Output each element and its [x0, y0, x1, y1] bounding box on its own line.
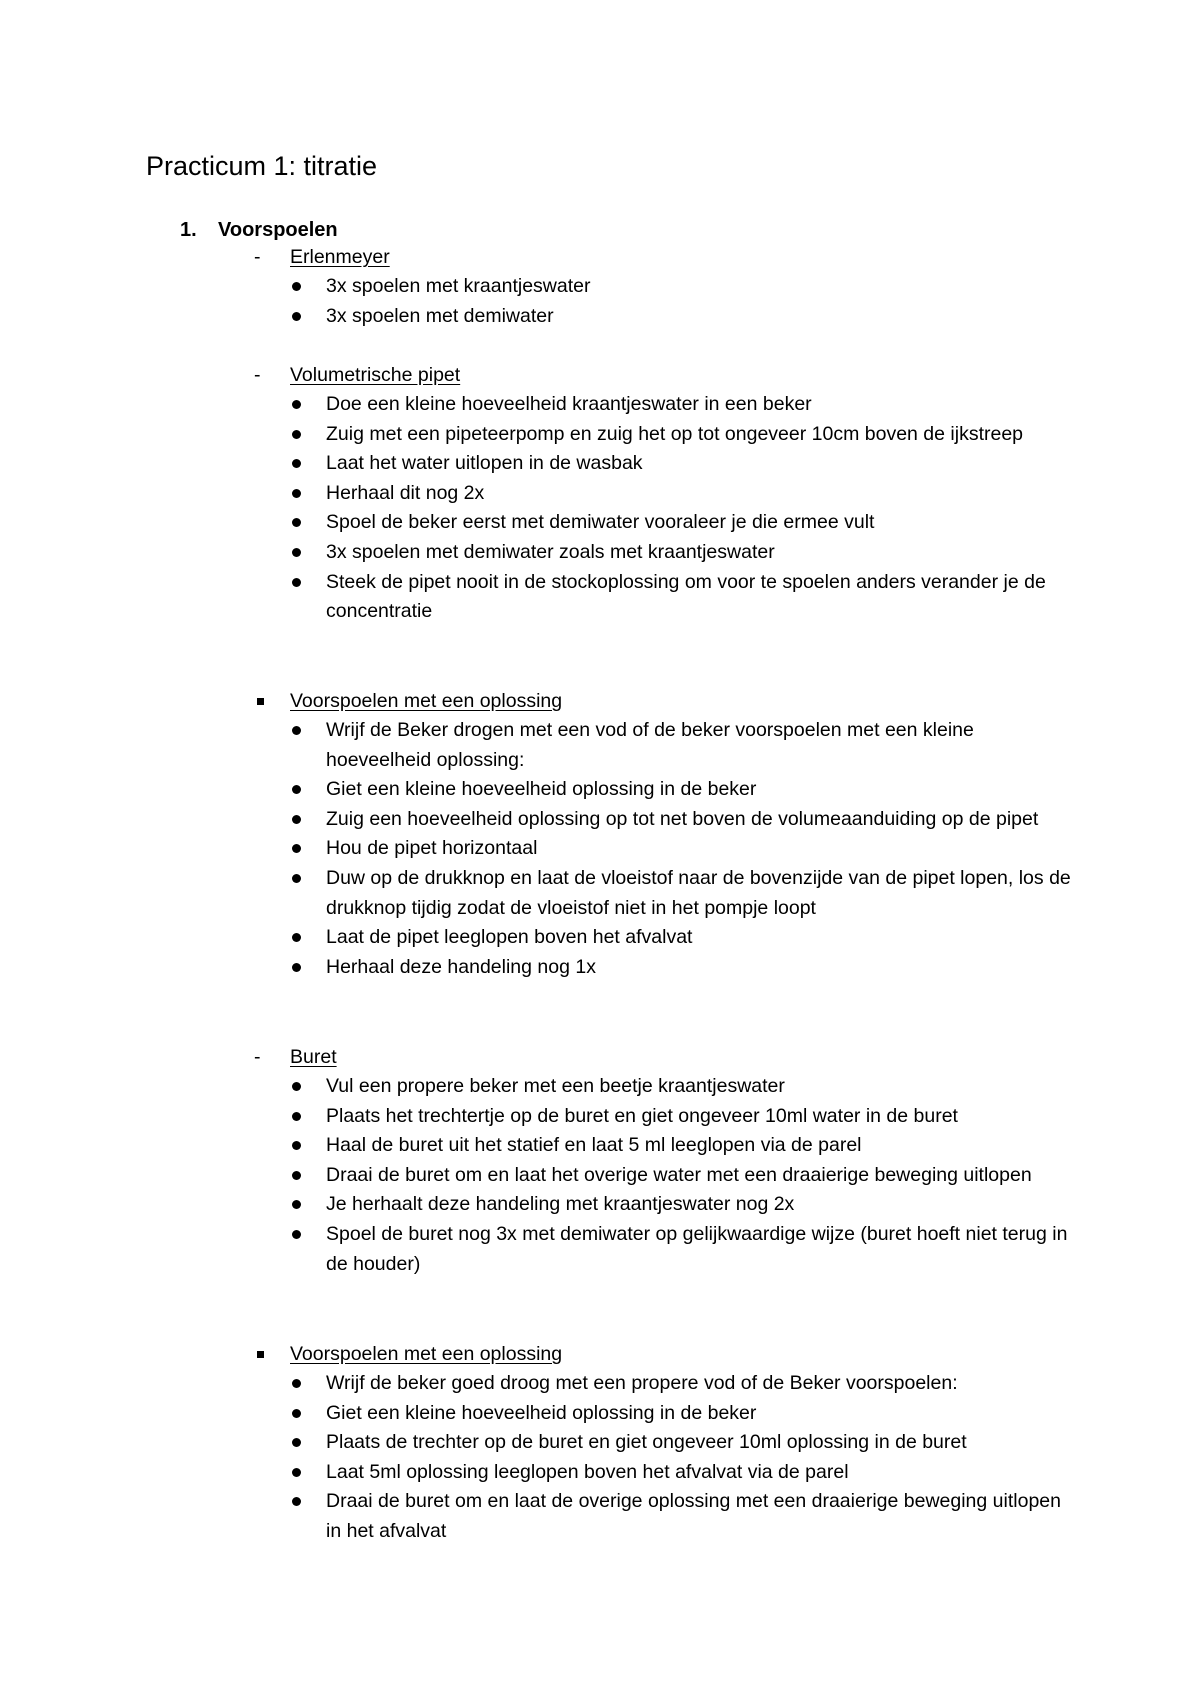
bullet-icon — [292, 933, 301, 942]
bullet-icon — [292, 1141, 301, 1150]
bullet-icon — [292, 1497, 301, 1506]
bullet-icon — [292, 1200, 301, 1209]
bullet-list — [254, 390, 1074, 627]
list-item: Vul een propere beker met een beetje kraantjeswater — [254, 1072, 1074, 1102]
list-item: Haal de buret uit het statief en laat 5 ml leeglopen via de parel — [254, 1131, 1074, 1161]
bullet-icon — [292, 430, 301, 439]
list-item: Laat 5ml oplossing leeglopen boven het afvalvat via de parel — [254, 1458, 1074, 1488]
group-heading-label: Voorspoelen met een oplossing — [290, 690, 563, 712]
bullet-list — [254, 1369, 1074, 1547]
section-title: Voorspoelen — [218, 219, 338, 241]
group-heading-label: Buret — [290, 1046, 337, 1068]
bullet-icon — [292, 963, 301, 972]
list-item: 3x spoelen met kraantjeswater — [254, 272, 1074, 302]
bullet-icon — [292, 518, 301, 527]
bullet-icon — [292, 1112, 301, 1121]
list-item: Laat de pipet leeglopen boven het afvalvat — [254, 923, 1074, 953]
bullet-icon — [292, 1082, 301, 1091]
list-item: Draai de buret om en laat de overige oplossing met een draaierige beweging uitlopen in het afvalvat — [254, 1487, 1074, 1546]
bullet-list — [254, 272, 1074, 331]
section-heading — [180, 215, 338, 245]
list-item: Je herhaalt deze handeling met kraantjeswater nog 2x — [254, 1190, 1074, 1220]
list-item: 3x spoelen met demiwater — [254, 302, 1074, 332]
group-heading — [254, 360, 1074, 390]
list-item: 3x spoelen met demiwater zoals met kraantjeswater — [254, 538, 1074, 568]
bullet-list — [254, 716, 1074, 982]
section-number: 1. — [180, 219, 197, 241]
bullet-icon — [292, 1230, 301, 1239]
bullet-icon — [292, 874, 301, 883]
list-item: Plaats de trechter op de buret en giet ongeveer 10ml oplossing in de buret — [254, 1428, 1074, 1458]
list-item: Spoel de beker eerst met demiwater vooraleer je die ermee vult — [254, 508, 1074, 538]
bullet-icon — [292, 785, 301, 794]
group-heading — [254, 1042, 1074, 1072]
group-heading-label: Erlenmeyer — [290, 246, 390, 268]
bullet-icon — [292, 1438, 301, 1447]
bullet-list — [254, 1072, 1074, 1279]
list-item: Herhaal deze handeling nog 1x — [254, 953, 1074, 983]
bullet-icon — [292, 1409, 301, 1418]
list-item: Wrijf de beker goed droog met een propere vod of de Beker voorspoelen: — [254, 1369, 1074, 1399]
bullet-icon — [292, 282, 301, 291]
list-item: Duw op de drukknop en laat de vloeistof naar de bovenzijde van de pipet lopen, los de drukknop tijdig zodat de vloeistof niet in het pompje loopt — [254, 864, 1074, 923]
list-item: Spoel de buret nog 3x met demiwater op gelijkwaardige wijze (buret hoeft niet terug in de houder) — [254, 1220, 1074, 1279]
group-voorspoelen-buret — [254, 1339, 1074, 1547]
list-item: Draai de buret om en laat het overige water met een draaierige beweging uitlopen — [254, 1161, 1074, 1191]
dash-marker: - — [254, 1046, 261, 1068]
group-heading-label: Voorspoelen met een oplossing — [290, 1343, 563, 1365]
list-item: Steek de pipet nooit in de stockoplossing om voor te spoelen anders verander je de concentratie — [254, 568, 1074, 627]
list-item: Laat het water uitlopen in de wasbak — [254, 449, 1074, 479]
bullet-icon — [292, 489, 301, 498]
list-item: Zuig met een pipeteerpomp en zuig het op tot ongeveer 10cm boven de ijkstreep — [254, 420, 1074, 450]
list-item: Giet een kleine hoeveelheid oplossing in de beker — [254, 1399, 1074, 1429]
group-heading — [254, 1339, 1074, 1369]
list-item: Zuig een hoeveelheid oplossing op tot net boven de volumeaanduiding op de pipet — [254, 805, 1074, 835]
list-item: Hou de pipet horizontaal — [254, 834, 1074, 864]
bullet-icon — [292, 400, 301, 409]
group-heading — [254, 686, 1074, 716]
bullet-icon — [292, 844, 301, 853]
bullet-icon — [292, 1468, 301, 1477]
page-title: Practicum 1: titratie — [146, 151, 378, 181]
dash-marker: - — [254, 246, 261, 268]
bullet-icon — [292, 815, 301, 824]
bullet-icon — [292, 578, 301, 587]
group-buret — [254, 1042, 1074, 1279]
bullet-icon — [292, 312, 301, 321]
bullet-icon — [292, 548, 301, 557]
group-volumetrische-pipet — [254, 360, 1074, 627]
list-item: Doe een kleine hoeveelheid kraantjeswater in een beker — [254, 390, 1074, 420]
bullet-icon — [292, 459, 301, 468]
list-item: Giet een kleine hoeveelheid oplossing in de beker — [254, 775, 1074, 805]
dash-marker: - — [254, 364, 261, 386]
bullet-icon — [292, 1379, 301, 1388]
group-heading — [254, 242, 1074, 272]
group-voorspoelen-pipet — [254, 686, 1074, 982]
bullet-icon — [292, 1171, 301, 1180]
group-heading-label: Volumetrische pipet — [290, 364, 461, 386]
list-item: Wrijf de Beker drogen met een vod of de beker voorspoelen met een kleine hoeveelheid oplossing: — [254, 716, 1074, 775]
list-item: Herhaal dit nog 2x — [254, 479, 1074, 509]
list-item: Plaats het trechtertje op de buret en giet ongeveer 10ml water in de buret — [254, 1102, 1074, 1132]
group-erlenmeyer — [254, 242, 1074, 331]
bullet-icon — [292, 726, 301, 735]
